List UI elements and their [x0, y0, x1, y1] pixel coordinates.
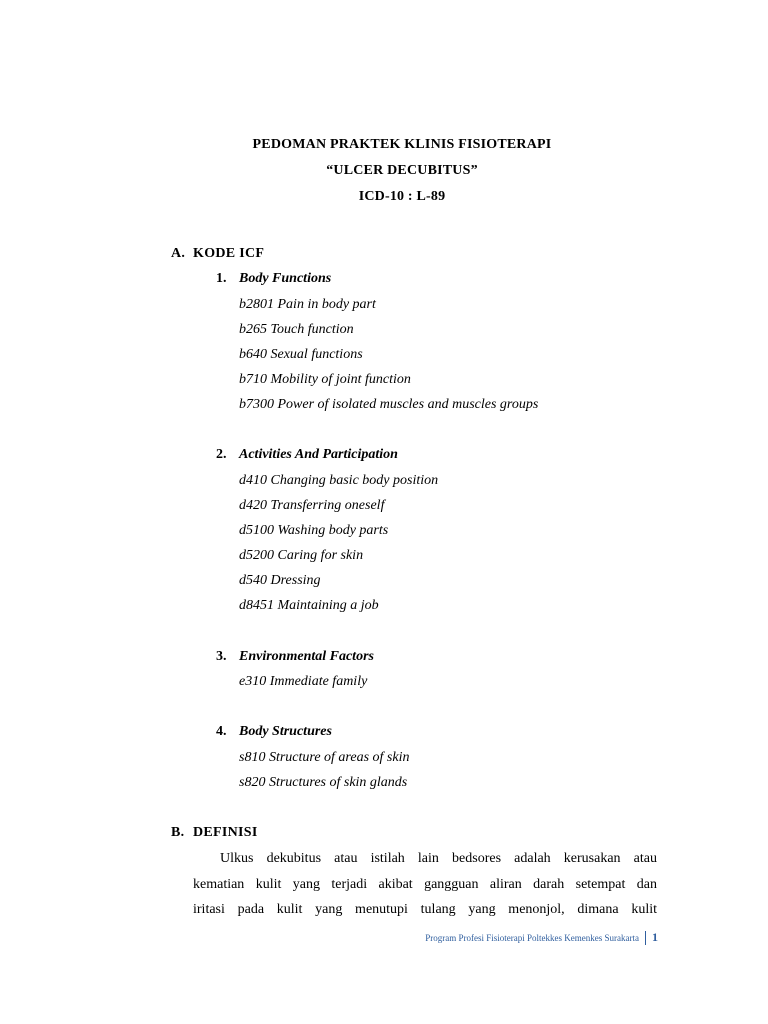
- list-item: d5100 Washing body parts: [239, 523, 389, 538]
- section-a-letter: A.: [171, 246, 186, 261]
- group-body-structures: [216, 724, 332, 740]
- icd-code: ICD-10 : L-89: [358, 189, 446, 204]
- group-title: Body Structures: [239, 724, 332, 739]
- group-number: 3.: [216, 649, 227, 664]
- document-title: PEDOMAN PRAKTEK KLINIS FISIOTERAPI: [252, 137, 552, 152]
- page-footer: [425, 930, 658, 945]
- document-subtitle: “ULCER DECUBITUS”: [326, 163, 478, 178]
- page-number: 1: [652, 930, 658, 944]
- section-a-title: KODE ICF: [193, 246, 265, 261]
- section-b-title: DEFINISI: [193, 825, 258, 840]
- paragraph-line: iritasi pada kulit yang menutupi tulang yang menonjol, dimana kulit: [193, 902, 657, 917]
- list-item: b2801 Pain in body part: [239, 297, 376, 312]
- group-number: 2.: [216, 447, 227, 462]
- paragraph-line: Ulkus dekubitus atau istilah lain bedsores adalah kerusakan atau: [220, 851, 657, 866]
- list-item: s810 Structure of areas of skin: [239, 750, 410, 765]
- group-number: 1.: [216, 271, 227, 286]
- list-item: d5200 Caring for skin: [239, 548, 364, 563]
- footer-text: Program Profesi Fisioterapi Poltekkes Kemenkes Surakarta: [425, 932, 639, 943]
- list-item: d540 Dressing: [239, 573, 321, 588]
- list-item: d420 Transferring oneself: [239, 498, 385, 513]
- list-item: b265 Touch function: [239, 322, 354, 337]
- list-item: b710 Mobility of joint function: [239, 372, 411, 387]
- group-body-functions: [216, 271, 331, 287]
- paragraph-line: kematian kulit yang terjadi akibat gangguan aliran darah setempat dan: [193, 876, 657, 892]
- group-number: 4.: [216, 724, 227, 739]
- definition-paragraph: [193, 846, 657, 923]
- group-title: Activities And Participation: [239, 447, 398, 462]
- group-title: Body Functions: [239, 271, 332, 286]
- section-b-letter: B.: [171, 825, 185, 840]
- group-activities-participation: [216, 447, 398, 463]
- list-item: e310 Immediate family: [239, 674, 368, 689]
- group-environmental-factors: [216, 649, 374, 665]
- list-item: s820 Structures of skin glands: [239, 775, 408, 790]
- section-a-heading: [171, 246, 264, 262]
- group-title: Environmental Factors: [239, 649, 374, 664]
- list-item: d410 Changing basic body position: [239, 473, 439, 488]
- list-item: b7300 Power of isolated muscles and muscles groups: [239, 397, 539, 412]
- footer-divider: [645, 931, 646, 945]
- list-item: b640 Sexual functions: [239, 347, 363, 362]
- list-item: d8451 Maintaining a job: [239, 598, 379, 613]
- section-b-heading: [171, 825, 258, 841]
